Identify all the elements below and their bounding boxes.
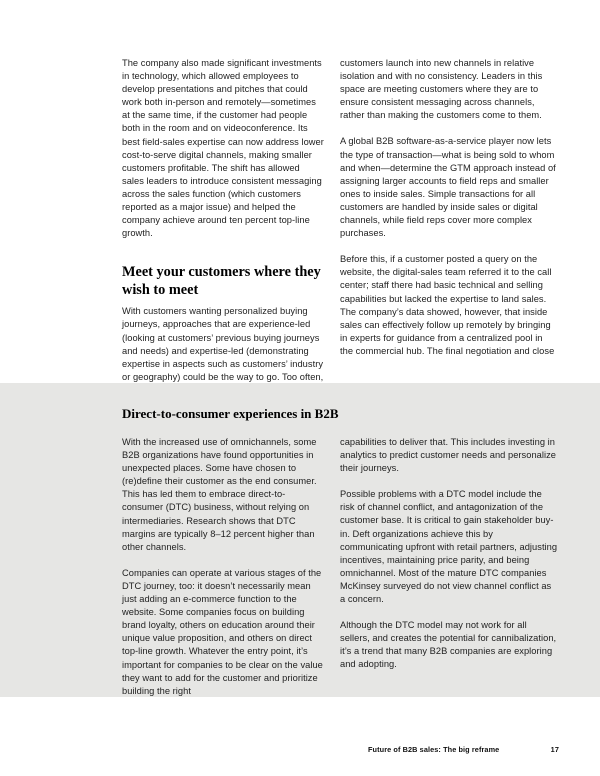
- sidebar-box-columns: [122, 436, 558, 711]
- section-heading: Meet your customers where they wish to meet: [122, 264, 321, 298]
- body-paragraph: customers launch into new channels in relative isolation and with no consistency. Leaders in this space are meeting customers where they are to ensure consistent messaging across channels, rather than making the customers come to them.: [340, 58, 543, 121]
- body-paragraph: With the increased use of omnichannels, some B2B organizations have found opportunities in unexpected places. Some have chosen to (re)define their customer as the end consumer. This has led them to embrace direct-to-consumer (DTC) business, without relying on intermediaries. Research shows that DTC margins are typically 8–12 percent higher than other channels.: [122, 437, 317, 552]
- footer-report-title: Future of B2B sales: The big reframe: [368, 745, 500, 754]
- box-left-column: [122, 436, 324, 711]
- sidebar-box-title: Direct-to-consumer experiences in B2B: [122, 406, 339, 421]
- body-paragraph: Before this, if a customer posted a query on the website, the digital-sales team referred it to the call center; staff there had basic technical and selling capabilities but lacked the expertise to land sales. The company’s data showed, however, that inside sales can effectively follow up remotely by bringing in experts for guidance from a centralized pool in the commercial hub. The final negotiation and close: [340, 254, 555, 356]
- main-left-column: [122, 57, 324, 397]
- body-paragraph: Possible problems with a DTC model include the risk of channel conflict, and antagonization of the customer base. It is critical to gain stakeholder buy-in. Deft organizations achieve this by communicating upfront with retail partners, adjusting incentives, maintaining price parity, and being omnichannel. Most of the mature DTC companies McKinsey surveyed do not view channel conflict as a concern.: [340, 489, 558, 605]
- body-paragraph: The company also made significant investments in technology, which allowed employees to develop presentations and pitches that could work both in-person and remotely—sometimes at the same time, if the customer had people both in the room and on videoconference. Its best field-sales expertise can now address lower cost-to-serve digital channels, making smaller customers profitable. The shift has allowed sales leaders to introduce consistent messaging across the sales function (which customers reported as a major issue) and helped the company achieve around ten percent top-line growth.: [122, 58, 324, 239]
- body-paragraph: capabilities to deliver that. This includes investing in analytics to predict customer needs and personalize their journeys.: [340, 437, 556, 474]
- box-right-column: [340, 436, 558, 711]
- main-content: [122, 57, 558, 397]
- body-paragraph: With customers wanting personalized buying journeys, approaches that are experience-led (looking at customers’ previous buying journeys and needs) and expertise-led (demonstrating expertise in aspects such as customers’ industry or geography) could be the way to go. Too often,: [122, 306, 324, 382]
- body-paragraph: Companies can operate at various stages of the DTC journey, too: it doesn’t necessarily mean just adding an e-commerce function to the website. Some companies focus on building brand loyalty, others on education around their unique value proposition, and others on direct top-line growth. Whatever the entry point, it’s important for companies to be clear on the value they want to add for the customer and prioritize building the right: [122, 567, 323, 696]
- main-right-column: [340, 57, 558, 397]
- body-paragraph: Although the DTC model may not work for all sellers, and creates the potential for cannibalization, it’s a trend that many B2B companies are exploring and adopting.: [340, 620, 557, 670]
- sidebar-feature-box: [0, 383, 600, 697]
- footer-page-number: 17: [550, 745, 559, 754]
- page-footer: [368, 745, 559, 754]
- body-paragraph: A global B2B software-as-a-service player now lets the type of transaction—what is being sold to whom and when—determine the GTM approach instead of assigning larger accounts to field reps and smaller ones to inside sales. Simple transactions for all customers are handled by inside sales or digital channels, while field reps cover more complex purchases.: [340, 136, 556, 239]
